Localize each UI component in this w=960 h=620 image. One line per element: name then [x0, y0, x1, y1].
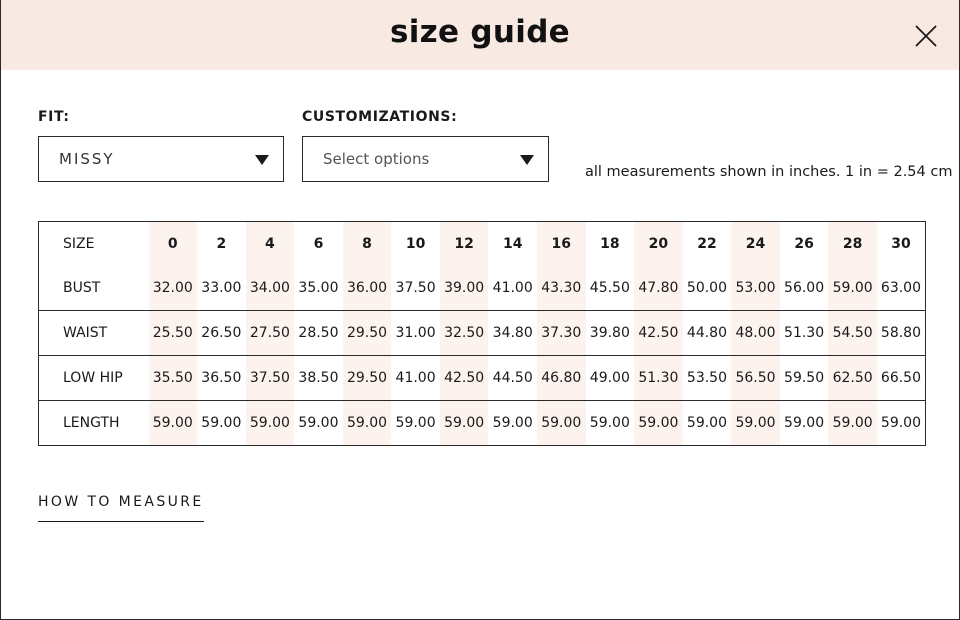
size-header-cell: 18	[600, 236, 620, 252]
measurement-cell: 59.00	[537, 401, 586, 446]
caret-down-icon	[520, 155, 534, 165]
measurement-cell: 59.50	[780, 356, 829, 401]
measurement-cell: 59.00	[149, 401, 198, 446]
size-header-cell: 12	[440, 222, 489, 267]
measurement-cell: 47.80	[634, 266, 683, 311]
measurement-cell: 37.50	[246, 356, 295, 401]
measurement-cell: 59.00	[877, 401, 926, 446]
fit-select-value: MISSY	[59, 150, 115, 168]
customizations-label: CUSTOMIZATIONS:	[302, 109, 458, 125]
measurement-cell: 59.00	[634, 401, 683, 446]
measurement-cell: 43.30	[537, 266, 586, 311]
measurement-cell: 42.50	[440, 356, 489, 401]
measurement-cell: 41.00	[492, 280, 533, 296]
measurement-cell: 51.30	[634, 356, 683, 401]
size-table-header	[39, 222, 926, 267]
size-header-cell: 26	[794, 236, 814, 252]
measurement-cell: 51.30	[780, 311, 829, 356]
measurement-cell: 50.00	[686, 280, 728, 296]
how-to-measure-link[interactable]: HOW TO MEASURE	[38, 494, 204, 522]
fit-select[interactable]	[38, 136, 284, 182]
table-row	[39, 311, 926, 356]
row-label: LOW HIP	[39, 356, 149, 401]
measurement-cell: 59.00	[246, 401, 295, 446]
modal-header	[1, 0, 959, 70]
measurement-cell: 58.80	[877, 311, 926, 356]
size-header-cell: 14	[502, 236, 523, 252]
measurement-cell: 31.00	[391, 311, 440, 356]
measurement-cell: 59.00	[440, 401, 489, 446]
measurement-cell: 37.30	[537, 311, 586, 356]
measurement-cell: 59.00	[731, 401, 780, 446]
row-label: BUST	[63, 280, 101, 296]
size-header-cell: 4	[246, 222, 295, 267]
size-header-cell: 24	[731, 222, 780, 267]
measurement-cell: 46.80	[537, 356, 586, 401]
size-table-body	[39, 266, 926, 446]
table-header-row	[39, 222, 926, 267]
size-header-cell: 8	[343, 222, 392, 267]
measurement-cell: 28.50	[294, 311, 343, 356]
measurement-cell: 44.80	[683, 311, 732, 356]
measurement-cell: 59.00	[780, 401, 829, 446]
measurement-cell: 66.50	[877, 356, 926, 401]
close-icon	[913, 23, 939, 49]
measurement-cell: 53.00	[731, 266, 780, 311]
measurement-cell: 59.00	[197, 401, 246, 446]
measurement-cell: 35.00	[298, 280, 339, 296]
measurement-cell: 39.80	[586, 311, 635, 356]
size-header-cell: 2	[216, 236, 227, 252]
measurement-cell: 33.00	[201, 280, 242, 296]
measurement-cell: 41.00	[391, 356, 440, 401]
measurement-cell: 59.00	[586, 401, 635, 446]
size-header-cell: 0	[149, 222, 198, 267]
measurement-cell: 34.80	[488, 311, 537, 356]
measurement-cell: 36.50	[197, 356, 246, 401]
measurement-cell: 48.00	[731, 311, 780, 356]
measurement-cell: 34.00	[246, 266, 295, 311]
measurement-cell: 29.50	[343, 311, 392, 356]
measurement-cell: 59.00	[488, 401, 537, 446]
table-row	[39, 356, 926, 401]
measurement-cell: 25.50	[149, 311, 198, 356]
table-row	[39, 266, 926, 311]
measurement-cell: 59.00	[828, 401, 877, 446]
measurement-cell: 62.50	[828, 356, 877, 401]
measurement-cell: 42.50	[634, 311, 683, 356]
caret-down-icon	[255, 155, 269, 165]
customizations-select[interactable]	[302, 136, 549, 182]
size-header-cell: 16	[537, 222, 586, 267]
measurement-cell: 44.50	[488, 356, 537, 401]
measurement-cell: 59.00	[391, 401, 440, 446]
size-header-cell: 28	[828, 222, 877, 267]
measurement-cell: 59.00	[683, 401, 732, 446]
size-table	[38, 221, 926, 446]
measurement-cell: 45.50	[589, 280, 630, 296]
measurement-cell: 39.00	[440, 266, 489, 311]
measurement-cell: 36.00	[343, 266, 392, 311]
measurement-cell: 53.50	[683, 356, 732, 401]
size-header-cell: 30	[891, 236, 911, 252]
row-label: WAIST	[39, 311, 149, 356]
measurement-cell: 59.00	[294, 401, 343, 446]
measurement-cell: 59.00	[343, 401, 392, 446]
size-header-cell: 10	[405, 236, 426, 252]
measurement-cell: 54.50	[828, 311, 877, 356]
measurement-cell: 56.50	[731, 356, 780, 401]
measurement-cell: 26.50	[197, 311, 246, 356]
table-row	[39, 401, 926, 446]
size-header-cell: 20	[634, 222, 683, 267]
size-header-cell: 22	[697, 236, 717, 252]
page-title: size guide	[389, 14, 571, 50]
measurement-cell: 49.00	[586, 356, 635, 401]
customizations-placeholder: Select options	[323, 150, 430, 168]
measurement-cell: 37.50	[395, 280, 436, 296]
measurement-cell: 63.00	[880, 280, 922, 296]
size-header-cell: 6	[313, 236, 324, 252]
row-label: LENGTH	[39, 401, 149, 446]
measurement-note: all measurements shown in inches. 1 in = 2.54 cm	[585, 164, 953, 180]
measurement-cell: 27.50	[246, 311, 295, 356]
measurement-cell: 32.00	[149, 266, 198, 311]
measurement-cell: 29.50	[343, 356, 392, 401]
fit-label: FIT:	[38, 109, 70, 125]
size-column-header: SIZE	[63, 236, 95, 252]
measurement-cell: 32.50	[440, 311, 489, 356]
measurement-cell: 59.00	[828, 266, 877, 311]
measurement-cell: 56.00	[784, 280, 825, 296]
close-button[interactable]	[913, 23, 939, 49]
measurement-cell: 35.50	[149, 356, 198, 401]
measurement-cell: 38.50	[294, 356, 343, 401]
